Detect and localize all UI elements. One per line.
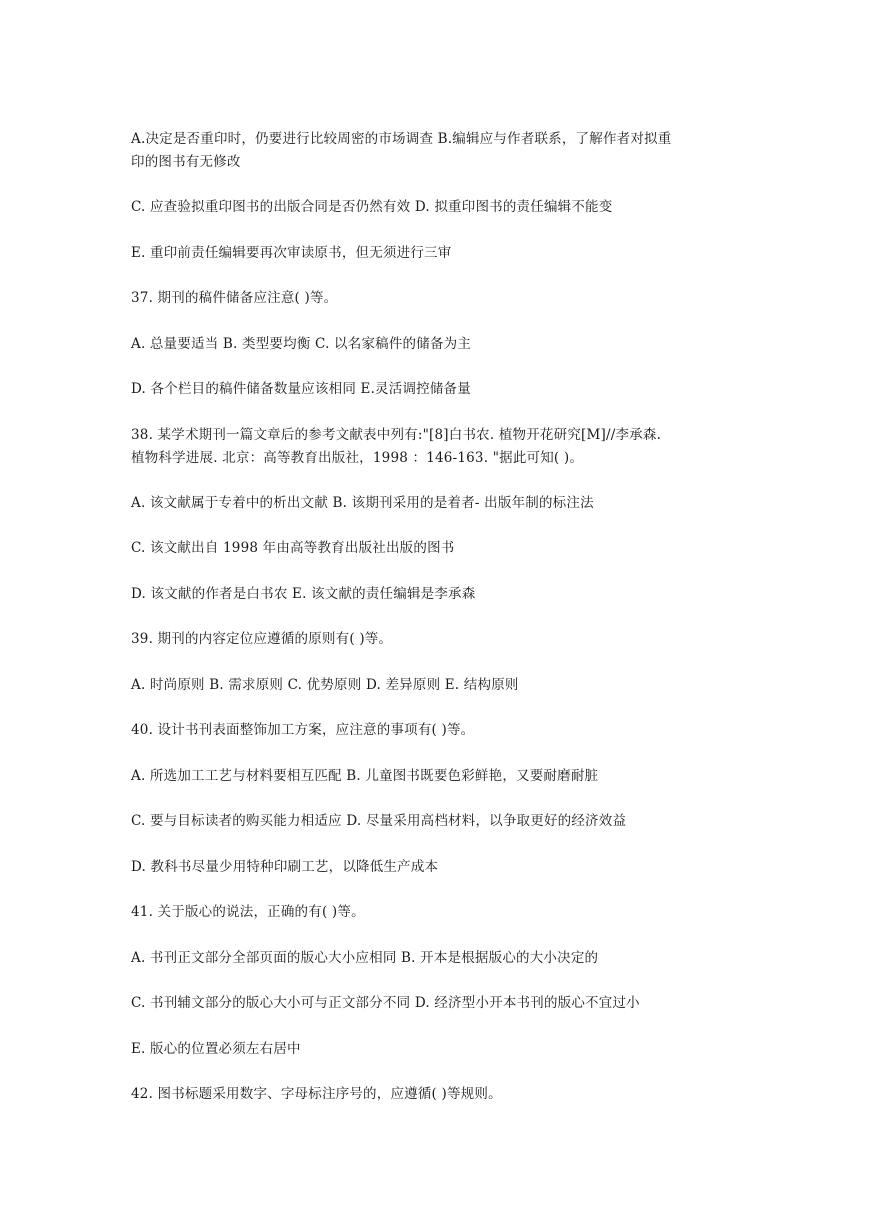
q41-option-c-d: C. 书刊辅文部分的版心大小可与正文部分不同 D. 经济型小开本书刊的版心不宜过小 bbox=[131, 995, 640, 1011]
q36-option-c-d: C. 应查验拟重印图书的出版合同是否仍然有效 D. 拟重印图书的责任编辑不能变 bbox=[131, 199, 613, 215]
q41-option-e: E. 版心的位置必须左右居中 bbox=[131, 1041, 301, 1057]
q40-option-c-d: C. 要与目标读者的购买能力相适应 D. 尽量采用高档材料，以争取更好的经济效益 bbox=[131, 813, 627, 829]
q39-stem: 39. 期刊的内容定位应遵循的原则有( )等。 bbox=[131, 631, 393, 647]
q37-option-a-b-c: A. 总量要适当 B. 类型要均衡 C. 以名家稿件的储备为主 bbox=[131, 336, 472, 352]
q38-stem-line1: 38. 某学术期刊一篇文章后的参考文献表中列有:"[8]白书农. 植物开花研究[M]//李承森. bbox=[131, 427, 662, 443]
q36-option-b-line2: 印的图书有无修改 bbox=[131, 154, 241, 170]
q38-option-d-e: D. 该文献的作者是白书农 E. 该文献的责任编辑是李承森 bbox=[131, 586, 476, 602]
q38-option-a-b: A. 该文献属于专着中的析出文献 B. 该期刊采用的是着者- 出版年制的标注法 bbox=[131, 495, 594, 511]
q40-option-a-b: A. 所选加工工艺与材料要相互匹配 B. 儿童图书既要色彩鲜艳，又要耐磨耐脏 bbox=[131, 768, 599, 784]
q38-stem-line2: 植物科学进展. 北京：高等教育出版社，1998 ：146-163. "据此可知( )。 bbox=[131, 450, 584, 466]
q36-option-a-b-line1: A.决定是否重印时，仍要进行比较周密的市场调查 B.编辑应与作者联系，了解作者对拟重 bbox=[131, 131, 672, 147]
q41-option-a-b: A. 书刊正文部分全部页面的版心大小应相同 B. 开本是根据版心的大小决定的 bbox=[131, 950, 599, 966]
q37-option-d-e: D. 各个栏目的稿件储备数量应该相同 E.灵活调控储备量 bbox=[131, 381, 471, 397]
q41-stem: 41. 关于版心的说法，正确的有( )等。 bbox=[131, 904, 365, 920]
q42-stem: 42. 图书标题采用数字、字母标注序号的，应遵循( )等规则。 bbox=[131, 1086, 502, 1102]
q40-stem: 40. 设计书刊表面整饰加工方案，应注意的事项有( )等。 bbox=[131, 722, 475, 738]
q39-options: A. 时尚原则 B. 需求原则 C. 优势原则 D. 差异原则 E. 结构原则 bbox=[131, 677, 519, 693]
q36-option-e: E. 重印前责任编辑要再次审读原书，但无须进行三审 bbox=[131, 245, 452, 261]
q38-option-c: C. 该文献出自 1998 年由高等教育出版社出版的图书 bbox=[131, 540, 455, 556]
q40-option-d2: D. 教科书尽量少用特种印刷工艺，以降低生产成本 bbox=[131, 859, 439, 875]
q37-stem: 37. 期刊的稿件储备应注意( )等。 bbox=[131, 290, 338, 306]
